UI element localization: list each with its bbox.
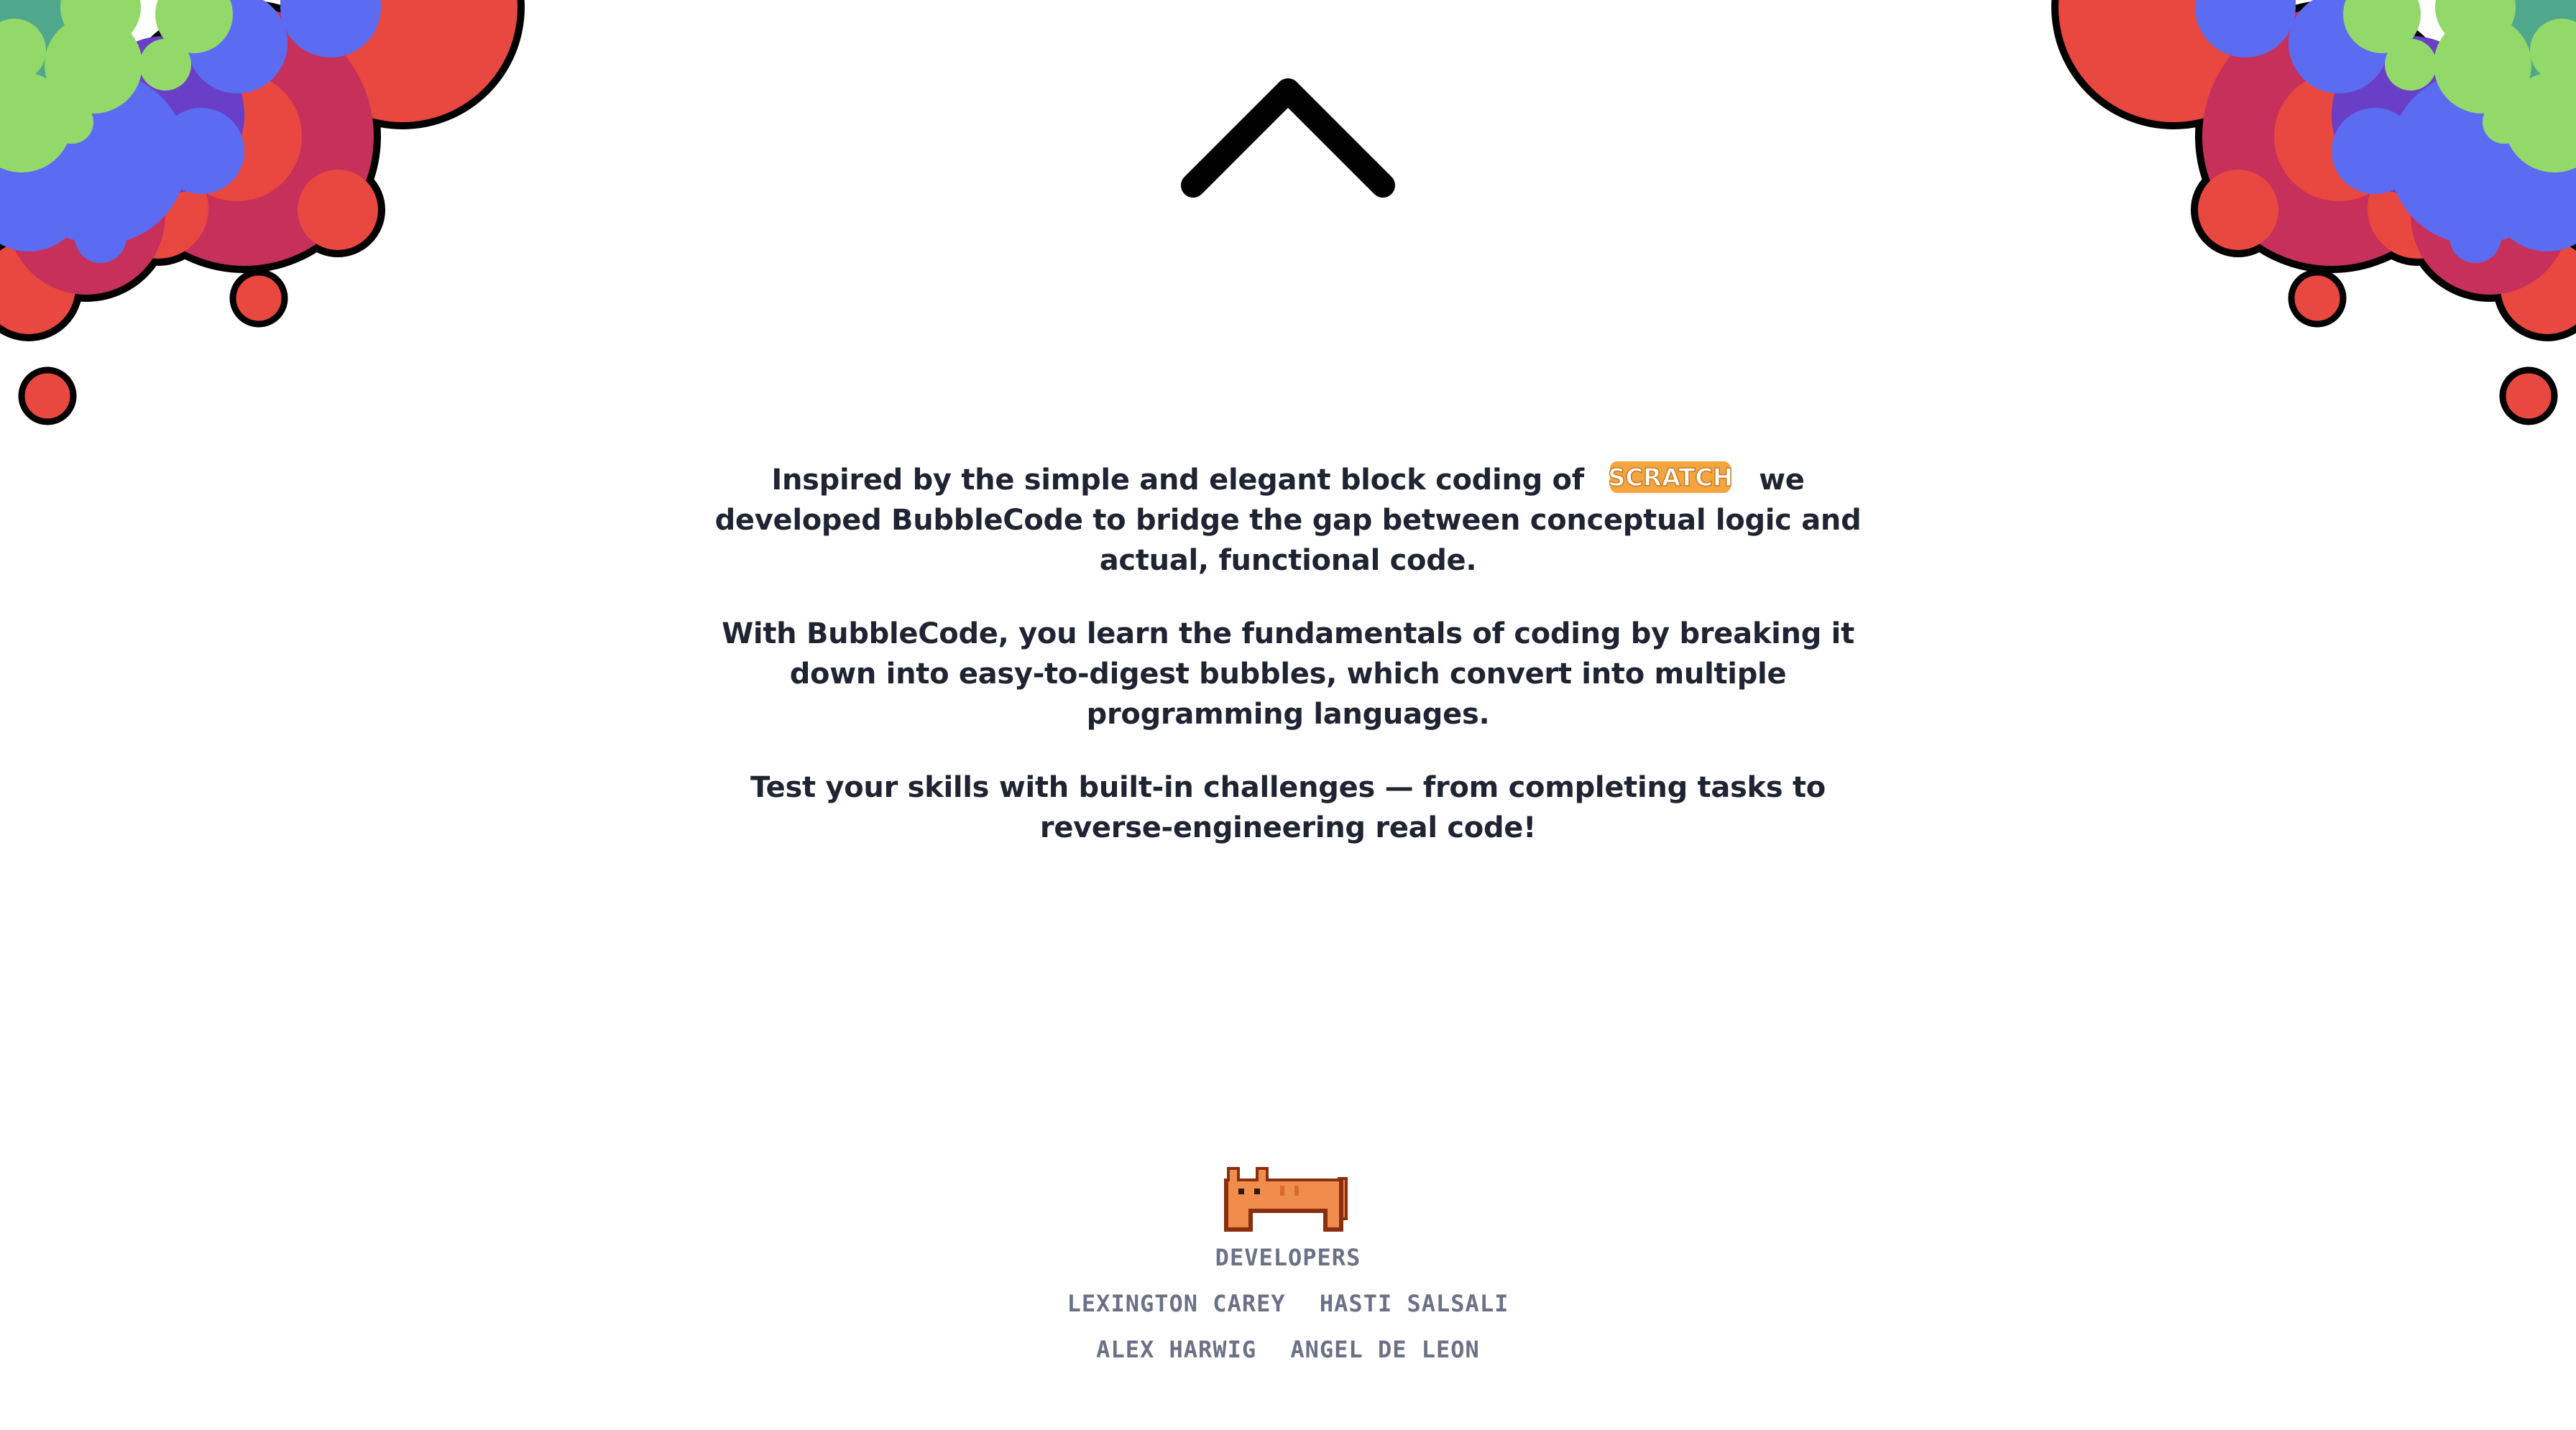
bubble-cluster-right: [2044, 0, 2576, 446]
about-paragraph-2: With BubbleCode, you learn the fundamentals of coding by breaking it down into easy-to-digest bubbles, which convert into multiple programming languages.: [722, 617, 1854, 731]
about-paragraph-1: [704, 460, 1872, 581]
developer-name: HASTI SALSALI: [1319, 1290, 1509, 1317]
footer: [0, 1164, 2576, 1381]
scratch-logo[interactable]: [1607, 457, 1734, 497]
bubble-cluster-left: [0, 0, 532, 446]
developer-name: ALEX HARWIG: [1096, 1336, 1257, 1363]
scratch-logo-text: SCRATCH: [1607, 463, 1733, 492]
about-intro-text: Inspired by the simple and elegant block coding of: [771, 463, 1584, 497]
small-bubble: [2503, 370, 2554, 422]
pixel-cat-icon: [1223, 1164, 1353, 1235]
about-paragraph-3: Test your skills with built-in challenges — from completing tasks to reverse-engineering real code!: [750, 771, 1826, 844]
developers-row-2: [0, 1335, 2576, 1364]
small-bubble: [233, 272, 285, 324]
small-bubble: [2291, 272, 2343, 324]
developers-row-1: [0, 1289, 2576, 1318]
about-intro-text-continued: we developed BubbleCode to bridge the gap between conceptual logic and actual, functional code.: [714, 463, 1862, 577]
developer-name: ANGEL DE LEON: [1290, 1336, 1480, 1363]
about-section: [704, 460, 1872, 881]
developers-heading: DEVELOPERS: [1215, 1244, 1361, 1271]
chevron-up-icon[interactable]: [1172, 63, 1404, 207]
small-bubble: [22, 370, 73, 422]
developer-name: LEXINGTON CAREY: [1067, 1290, 1286, 1317]
